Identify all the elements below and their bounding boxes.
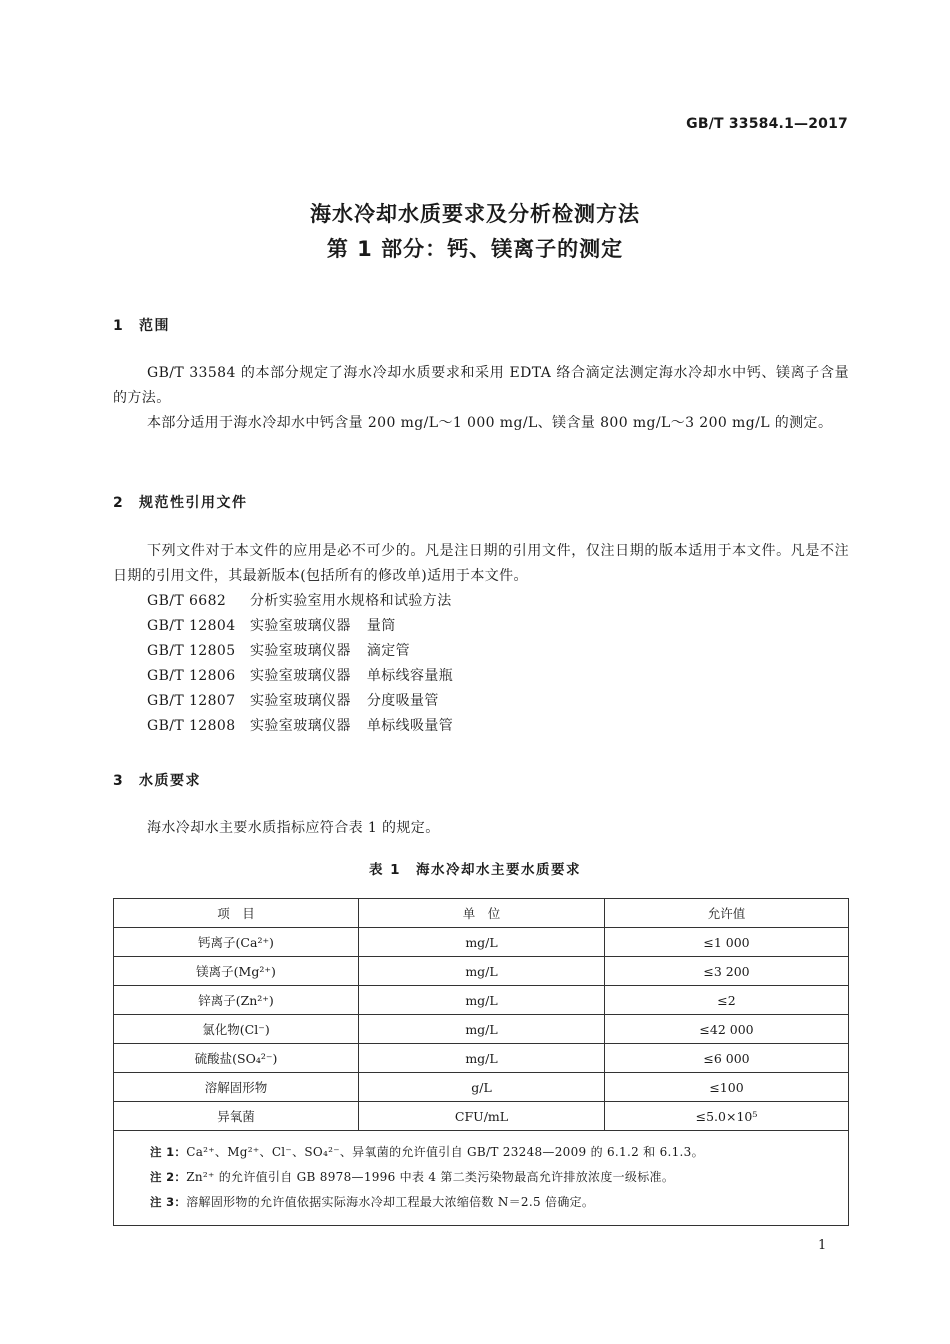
section-number: 1 bbox=[113, 318, 125, 334]
table-cell: ≤2 bbox=[605, 986, 849, 1015]
table-cell: ≤42 000 bbox=[605, 1015, 849, 1044]
note-text: 溶解固形物的允许值依据实际海水冷却工程最大浓缩倍数 N＝2.5 倍确定。 bbox=[186, 1195, 595, 1209]
reference-code: GB/T 12807 bbox=[147, 693, 236, 709]
table-cell: mg/L bbox=[359, 1044, 605, 1073]
references-paragraph: 下列文件对于本文件的应用是必不可少的。凡是注日期的引用文件，仅注日期的版本适用于本文件。凡是不注日期的引用文件，其最新版本(包括所有的修改单)适用于本文件。 bbox=[113, 543, 849, 584]
reference-subtitle: 滴定管 bbox=[366, 643, 411, 659]
table-note bbox=[150, 1190, 848, 1215]
column-header: 项 目 bbox=[114, 899, 359, 928]
reference-name: 实验室玻璃仪器 bbox=[250, 693, 351, 709]
reference-name: 实验室玻璃仪器 bbox=[250, 618, 351, 634]
table-cell: mg/L bbox=[359, 928, 605, 957]
water-quality-table bbox=[113, 898, 849, 1226]
table-cell: ≤6 000 bbox=[605, 1044, 849, 1073]
standard-code: GB/T 33584.1—2017 bbox=[686, 116, 848, 132]
column-header: 允许值 bbox=[605, 899, 849, 928]
table-row bbox=[114, 1073, 849, 1102]
section-heading-water-quality bbox=[113, 770, 201, 790]
table-cell: mg/L bbox=[359, 957, 605, 986]
section-title: 水质要求 bbox=[139, 773, 201, 789]
table-row bbox=[114, 1015, 849, 1044]
table-cell: 硫酸盐(SO₄²⁻) bbox=[114, 1044, 359, 1073]
table-cell: mg/L bbox=[359, 986, 605, 1015]
table-cell: 氯化物(Cl⁻) bbox=[114, 1015, 359, 1044]
section-heading-scope bbox=[113, 315, 170, 335]
table-row bbox=[114, 1044, 849, 1073]
table-row bbox=[114, 957, 849, 986]
section-title: 范围 bbox=[139, 318, 170, 334]
table-cell: 异氧菌 bbox=[114, 1102, 359, 1131]
table-cell: g/L bbox=[359, 1073, 605, 1102]
table-cell: mg/L bbox=[359, 1015, 605, 1044]
document-subtitle: 第 1 部分：钙、镁离子的测定 bbox=[326, 237, 624, 261]
table-cell: ≤3 200 bbox=[605, 957, 849, 986]
table-cell: 钙离子(Ca²⁺) bbox=[114, 928, 359, 957]
reference-item bbox=[147, 689, 439, 714]
table-notes-row bbox=[114, 1131, 849, 1226]
reference-code: GB/T 12808 bbox=[147, 718, 236, 734]
column-header: 单 位 bbox=[359, 899, 605, 928]
reference-name: 实验室玻璃仪器 bbox=[250, 718, 351, 734]
reference-code: GB/T 6682 bbox=[147, 593, 227, 609]
reference-subtitle: 量筒 bbox=[366, 618, 396, 634]
table-cell: 镁离子(Mg²⁺) bbox=[114, 957, 359, 986]
reference-name: 实验室玻璃仪器 bbox=[250, 668, 351, 684]
note-text: Zn²⁺ 的允许值引自 GB 8978—1996 中表 4 第二类污染物最高允许排放浓度一级标准。 bbox=[186, 1170, 675, 1184]
table-note bbox=[150, 1165, 848, 1190]
reference-name: 分析实验室用水规格和试验方法 bbox=[250, 593, 452, 609]
reference-item bbox=[147, 714, 453, 739]
reference-item bbox=[147, 614, 396, 639]
reference-subtitle: 分度吸量管 bbox=[366, 693, 439, 709]
reference-item bbox=[147, 664, 453, 689]
section-number: 3 bbox=[113, 773, 125, 789]
table-cell: 溶解固形物 bbox=[114, 1073, 359, 1102]
section-number: 2 bbox=[113, 495, 125, 511]
reference-item bbox=[147, 639, 410, 664]
section-heading-references bbox=[113, 492, 248, 512]
scope-paragraph-1: GB/T 33584 的本部分规定了海水冷却水质要求和采用 EDTA 络合滴定法测定海水冷却水中钙、镁离子含量的方法。 bbox=[113, 365, 849, 406]
reference-name: 实验室玻璃仪器 bbox=[250, 643, 351, 659]
document-title: 海水冷却水质要求及分析检测方法 bbox=[310, 202, 640, 226]
reference-item bbox=[147, 589, 452, 614]
reference-code: GB/T 12804 bbox=[147, 618, 236, 634]
table-cell: ≤100 bbox=[605, 1073, 849, 1102]
note-label: 注 1： bbox=[150, 1145, 187, 1159]
table-cell: ≤5.0×10⁵ bbox=[605, 1102, 849, 1131]
reference-subtitle: 单标线吸量管 bbox=[366, 718, 454, 734]
table-note bbox=[150, 1140, 848, 1165]
table-caption: 表 1 海水冷却水主要水质要求 bbox=[368, 862, 582, 878]
table-row bbox=[114, 1102, 849, 1131]
table-cell: CFU/mL bbox=[359, 1102, 605, 1131]
table-row bbox=[114, 986, 849, 1015]
table-notes bbox=[114, 1131, 849, 1226]
note-label: 注 2： bbox=[150, 1170, 187, 1184]
table-row bbox=[114, 928, 849, 957]
note-label: 注 3： bbox=[150, 1195, 187, 1209]
section-title: 规范性引用文件 bbox=[139, 495, 248, 511]
note-text: Ca²⁺、Mg²⁺、Cl⁻、SO₄²⁻、异氧菌的允许值引自 GB/T 23248—2009 的 6.1.2 和 6.1.3。 bbox=[186, 1145, 704, 1159]
reference-subtitle: 单标线容量瓶 bbox=[366, 668, 454, 684]
water-quality-paragraph: 海水冷却水主要水质指标应符合表 1 的规定。 bbox=[147, 820, 440, 836]
scope-paragraph-2: 本部分适用于海水冷却水中钙含量 200 mg/L～1 000 mg/L、镁含量 800 mg/L～3 200 mg/L 的测定。 bbox=[147, 415, 833, 431]
table-header-row bbox=[114, 899, 849, 928]
reference-code: GB/T 12805 bbox=[147, 643, 236, 659]
table-cell: ≤1 000 bbox=[605, 928, 849, 957]
table-cell: 锌离子(Zn²⁺) bbox=[114, 986, 359, 1015]
page-number: 1 bbox=[818, 1238, 827, 1253]
reference-code: GB/T 12806 bbox=[147, 668, 236, 684]
